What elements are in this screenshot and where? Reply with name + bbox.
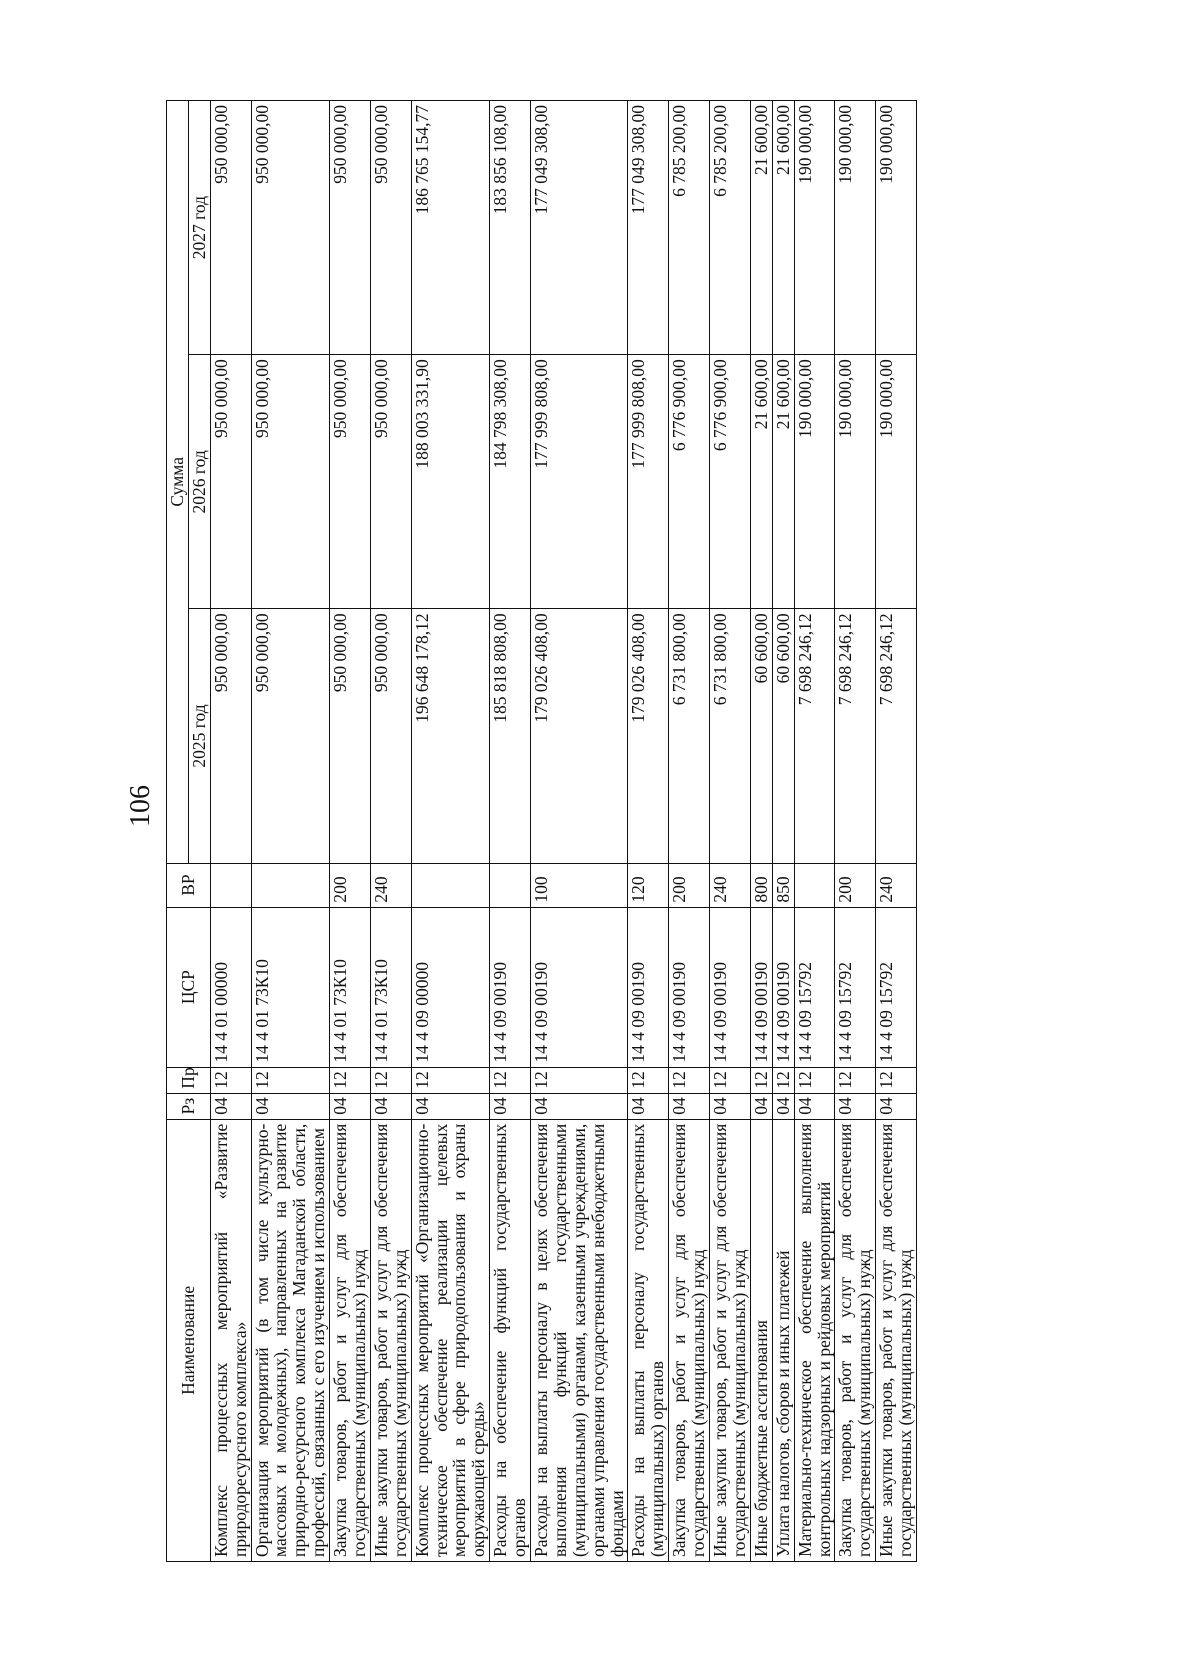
cell-y2025: 196 648 178,12 [411, 609, 490, 863]
cell-rz: 04 [251, 1093, 330, 1119]
cell-pr: 12 [750, 1067, 772, 1093]
header-2027: 2027 год [188, 101, 210, 355]
table-row [876, 101, 917, 1562]
cell-pr: 12 [210, 1067, 251, 1093]
cell-vr [490, 863, 531, 907]
cell-y2025: 950 000,00 [330, 609, 371, 863]
cell-y2027: 177 049 308,00 [531, 101, 628, 355]
cell-name: Иные бюджетные ассигнования [750, 1119, 772, 1561]
cell-name: Расходы на выплаты персоналу государственных (муниципальных) органов [628, 1119, 669, 1561]
cell-y2026: 21 600,00 [750, 355, 772, 609]
table-row [669, 101, 710, 1562]
cell-name: Закупка товаров, работ и услуг для обеспечения государственных (муниципальных) нужд [669, 1119, 710, 1561]
cell-name: Иные закупки товаров, работ и услуг для обеспечения государственных (муниципальных) нужд [876, 1119, 917, 1561]
cell-vr: 240 [370, 863, 411, 907]
cell-y2025: 185 818 808,00 [490, 609, 531, 863]
table-row [710, 101, 751, 1562]
budget-table [166, 100, 917, 1562]
cell-y2027: 6 785 200,00 [710, 101, 751, 355]
cell-vr [411, 863, 490, 907]
cell-pr: 12 [251, 1067, 330, 1093]
cell-csr: 14 4 01 73К10 [370, 907, 411, 1067]
table-row [251, 101, 330, 1562]
cell-vr [794, 863, 835, 907]
cell-rz: 04 [669, 1093, 710, 1119]
table-row [772, 101, 794, 1562]
header-csr: ЦСР [167, 907, 211, 1067]
cell-y2025: 950 000,00 [251, 609, 330, 863]
cell-y2026: 950 000,00 [210, 355, 251, 609]
table-row [370, 101, 411, 1562]
cell-y2025: 950 000,00 [370, 609, 411, 863]
cell-name: Иные закупки товаров, работ и услуг для обеспечения государственных (муниципальных) нужд [710, 1119, 751, 1561]
cell-csr: 14 4 09 15792 [835, 907, 876, 1067]
cell-y2025: 7 698 246,12 [835, 609, 876, 863]
cell-y2025: 179 026 408,00 [628, 609, 669, 863]
cell-csr: 14 4 09 00190 [628, 907, 669, 1067]
cell-y2026: 184 798 308,00 [490, 355, 531, 609]
header-rz: Рз [167, 1093, 211, 1119]
cell-y2027: 950 000,00 [251, 101, 330, 355]
cell-vr: 240 [710, 863, 751, 907]
cell-y2026: 188 003 331,90 [411, 355, 490, 609]
cell-csr: 14 4 09 00190 [710, 907, 751, 1067]
cell-rz: 04 [490, 1093, 531, 1119]
table-body [210, 101, 916, 1562]
cell-vr: 850 [772, 863, 794, 907]
cell-csr: 14 4 09 00190 [669, 907, 710, 1067]
table-row [750, 101, 772, 1562]
cell-vr: 800 [750, 863, 772, 907]
cell-csr: 14 4 01 73К10 [330, 907, 371, 1067]
cell-rz: 04 [772, 1093, 794, 1119]
cell-csr: 14 4 01 00000 [210, 907, 251, 1067]
cell-name: Закупка товаров, работ и услуг для обеспечения государственных (муниципальных) нужд [835, 1119, 876, 1561]
cell-pr: 12 [710, 1067, 751, 1093]
cell-y2027: 6 785 200,00 [669, 101, 710, 355]
cell-y2027: 190 000,00 [794, 101, 835, 355]
cell-name: Расходы на выплаты персоналу в целях обеспечения выполнения функций государственными (муниципальными) органами, казенными учреждениями, органами управления государственными внебюджетными фондами [531, 1119, 628, 1561]
cell-vr [210, 863, 251, 907]
cell-vr [251, 863, 330, 907]
cell-y2027: 177 049 308,00 [628, 101, 669, 355]
cell-y2025: 950 000,00 [210, 609, 251, 863]
table-row [210, 101, 251, 1562]
page-number: 106 [125, 785, 156, 827]
cell-rz: 04 [370, 1093, 411, 1119]
cell-csr: 14 4 01 73К10 [251, 907, 330, 1067]
cell-name: Материально-техническое обеспечение выполнения контрольных надзорных и рейдовых мероприятий [794, 1119, 835, 1561]
cell-pr: 12 [531, 1067, 628, 1093]
cell-rz: 04 [411, 1093, 490, 1119]
cell-vr: 200 [835, 863, 876, 907]
cell-y2025: 6 731 800,00 [710, 609, 751, 863]
header-sum: Сумма [167, 101, 189, 864]
cell-name: Расходы на обеспечение функций государственных органов [490, 1119, 531, 1561]
cell-vr: 200 [330, 863, 371, 907]
table-row [411, 101, 490, 1562]
cell-y2027: 950 000,00 [210, 101, 251, 355]
cell-name: Закупка товаров, работ и услуг для обеспечения государственных (муниципальных) нужд [330, 1119, 371, 1561]
cell-vr: 120 [628, 863, 669, 907]
header-2025: 2025 год [188, 609, 210, 863]
cell-y2027: 186 765 154,77 [411, 101, 490, 355]
header-pr: Пр [167, 1067, 211, 1093]
budget-table-container [166, 100, 1079, 1562]
cell-csr: 14 4 09 00190 [772, 907, 794, 1067]
cell-y2025: 60 600,00 [750, 609, 772, 863]
cell-y2026: 177 999 808,00 [628, 355, 669, 609]
cell-pr: 12 [628, 1067, 669, 1093]
cell-y2027: 183 856 108,00 [490, 101, 531, 355]
cell-csr: 14 4 09 15792 [876, 907, 917, 1067]
cell-y2027: 21 600,00 [750, 101, 772, 355]
table-row [794, 101, 835, 1562]
cell-y2026: 190 000,00 [876, 355, 917, 609]
cell-pr: 12 [669, 1067, 710, 1093]
cell-csr: 14 4 09 00000 [411, 907, 490, 1067]
cell-name: Комплекс процессных мероприятий «Организационно-техническое обеспечение реализации целевых мероприятий в сфере природопользования и охраны окружающей среды» [411, 1119, 490, 1561]
cell-y2027: 950 000,00 [330, 101, 371, 355]
header-name: Наименование [167, 1119, 211, 1561]
cell-pr: 12 [772, 1067, 794, 1093]
table-row [531, 101, 628, 1562]
cell-y2027: 21 600,00 [772, 101, 794, 355]
table-row [490, 101, 531, 1562]
cell-vr: 100 [531, 863, 628, 907]
cell-y2026: 6 776 900,00 [710, 355, 751, 609]
cell-pr: 12 [835, 1067, 876, 1093]
cell-y2027: 950 000,00 [370, 101, 411, 355]
table-row [330, 101, 371, 1562]
cell-name: Комплекс процессных мероприятий «Развитие природоресурсного комплекса» [210, 1119, 251, 1561]
header-vr: ВР [167, 863, 211, 907]
cell-rz: 04 [876, 1093, 917, 1119]
cell-pr: 12 [370, 1067, 411, 1093]
cell-y2026: 190 000,00 [835, 355, 876, 609]
cell-y2026: 21 600,00 [772, 355, 794, 609]
cell-csr: 14 4 09 00190 [531, 907, 628, 1067]
cell-rz: 04 [750, 1093, 772, 1119]
cell-pr: 12 [490, 1067, 531, 1093]
cell-rz: 04 [330, 1093, 371, 1119]
cell-y2026: 177 999 808,00 [531, 355, 628, 609]
cell-pr: 12 [876, 1067, 917, 1093]
cell-y2025: 60 600,00 [772, 609, 794, 863]
cell-pr: 12 [411, 1067, 490, 1093]
cell-vr: 200 [669, 863, 710, 907]
cell-y2026: 190 000,00 [794, 355, 835, 609]
cell-y2025: 7 698 246,12 [794, 609, 835, 863]
cell-rz: 04 [210, 1093, 251, 1119]
table-row [628, 101, 669, 1562]
cell-csr: 14 4 09 15792 [794, 907, 835, 1067]
cell-rz: 04 [628, 1093, 669, 1119]
cell-y2027: 190 000,00 [835, 101, 876, 355]
cell-rz: 04 [794, 1093, 835, 1119]
cell-rz: 04 [835, 1093, 876, 1119]
cell-y2026: 950 000,00 [330, 355, 371, 609]
cell-vr: 240 [876, 863, 917, 907]
cell-y2025: 6 731 800,00 [669, 609, 710, 863]
cell-y2026: 950 000,00 [251, 355, 330, 609]
cell-y2026: 6 776 900,00 [669, 355, 710, 609]
cell-pr: 12 [794, 1067, 835, 1093]
cell-rz: 04 [531, 1093, 628, 1119]
cell-name: Организация мероприятий (в том числе культурно-массовых и молодежных), направленных на развитие природно-ресурсного комплекса Магаданской области, профессий, связанных с его изучением и использованием [251, 1119, 330, 1561]
cell-name: Уплата налогов, сборов и иных платежей [772, 1119, 794, 1561]
cell-name: Иные закупки товаров, работ и услуг для обеспечения государственных (муниципальных) нужд [370, 1119, 411, 1561]
table-row [835, 101, 876, 1562]
cell-pr: 12 [330, 1067, 371, 1093]
header-2026: 2026 год [188, 355, 210, 609]
cell-y2025: 179 026 408,00 [531, 609, 628, 863]
cell-rz: 04 [710, 1093, 751, 1119]
cell-y2026: 950 000,00 [370, 355, 411, 609]
cell-csr: 14 4 09 00190 [490, 907, 531, 1067]
cell-y2025: 7 698 246,12 [876, 609, 917, 863]
cell-csr: 14 4 09 00190 [750, 907, 772, 1067]
cell-y2027: 190 000,00 [876, 101, 917, 355]
